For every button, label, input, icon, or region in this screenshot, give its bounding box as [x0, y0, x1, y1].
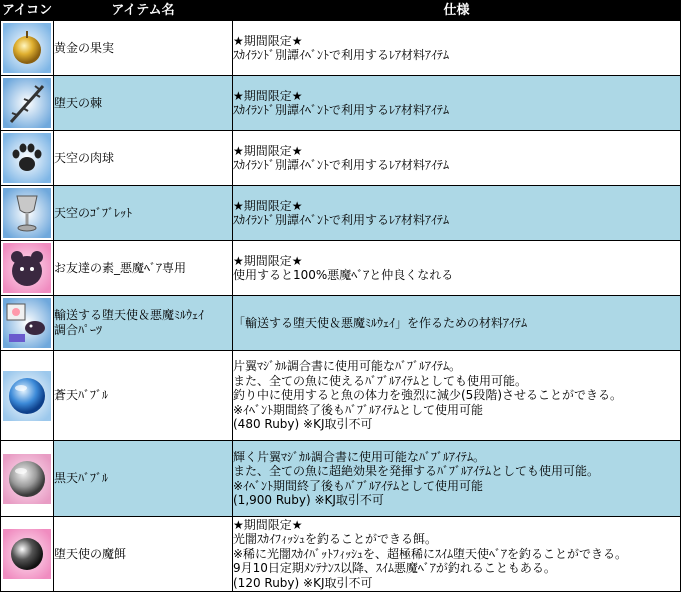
icon-cell [1, 131, 54, 186]
spec-line: ★期間限定★ [233, 143, 303, 158]
spec-line: また、全ての魚に超絶効果を発揮するﾊﾞﾌﾞﾙｱｲﾃﾑとしても使用可能。 [233, 464, 600, 478]
item-name: 蒼天ﾊﾞﾌﾞﾙ [54, 351, 233, 441]
item-name: お友達の素_悪魔ﾍﾞｱ専用 [54, 241, 233, 296]
item-spec [233, 241, 681, 296]
item-spec [233, 296, 681, 351]
item-name: 黄金の果実 [54, 21, 233, 76]
icon-cell [1, 351, 54, 441]
spec-line: ※稀に光闇ｽｶｲﾊﾞｯﾄﾌｨｯｼｭを、超極稀にｽｲﾑ堕天使ﾍﾞｱを釣ることができる。 [233, 546, 628, 561]
item-name: 堕天の棘 [54, 76, 233, 131]
header-name: アイテム名 [54, 1, 233, 21]
icon-cell [1, 186, 54, 241]
spec-line: ｽｶｲﾗﾝﾄﾞ別譚ｲﾍﾞﾝﾄで利用するﾚｱ材料ｱｲﾃﾑ [233, 103, 450, 117]
black-bubble-icon [2, 454, 52, 504]
spec-line: ※ｲﾍﾞﾝﾄ期間終了後もﾊﾞﾌﾞﾙｱｲﾃﾑとして使用可能 [233, 478, 484, 493]
item-spec [233, 131, 681, 186]
spec-line: (120 Ruby) ※KJ取引不可 [233, 575, 373, 590]
item-name-line: 調合ﾊﾟｰﾂ [54, 323, 103, 337]
spec-line: 9月10日定期ﾒﾝﾃﾅﾝｽ以降、ｽｲﾑ悪魔ﾍﾞｱが釣れることもある。 [233, 561, 556, 576]
spec-line: ★期間限定★ [233, 88, 303, 103]
item-name: 天空の肉球 [54, 131, 233, 186]
table-row [1, 21, 681, 76]
spec-line: ｽｶｲﾗﾝﾄﾞ別譚ｲﾍﾞﾝﾄで利用するﾚｱ材料ｱｲﾃﾑ [233, 158, 450, 172]
item-name-line: 輸送する堕天使＆悪魔ﾐﾙｳｪｲ [54, 308, 205, 322]
table-row [1, 351, 681, 441]
item-name: 天空のｺﾞﾌﾞﾚｯﾄ [54, 186, 233, 241]
table-row [1, 241, 681, 296]
spec-line: また、全ての魚に使えるﾊﾞﾌﾞﾙｱｲﾃﾑとしても使用可能。 [233, 373, 528, 388]
item-name: 黒天ﾊﾞﾌﾞﾙ [54, 441, 233, 517]
item-spec [233, 517, 681, 592]
item-spec [233, 186, 681, 241]
item-spec [233, 441, 681, 517]
table-row [1, 441, 681, 517]
icon-cell [1, 76, 54, 131]
table-header-row [1, 1, 681, 21]
devil-bear-icon [2, 243, 52, 293]
spec-line: ★期間限定★ [233, 253, 303, 268]
spec-line: 「輸送する堕天使＆悪魔ﾐﾙｳｪｲ」を作るための材料ｱｲﾃﾑ [233, 315, 528, 330]
table-row [1, 131, 681, 186]
spec-line: 光闇ｽｶｲﾌｨｯｼｭを釣ることができる餌。 [233, 532, 438, 547]
item-spec [233, 21, 681, 76]
spec-line: 釣り中に使用すると魚の体力を強烈に減少(5段階)させることができる。 [233, 388, 623, 403]
transport-parts-icon [2, 298, 52, 348]
spec-line: ｽｶｲﾗﾝﾄﾞ別譚ｲﾍﾞﾝﾄで利用するﾚｱ材料ｱｲﾃﾑ [233, 213, 450, 227]
header-spec: 仕様 [233, 1, 681, 21]
header-icon: アイコン [1, 1, 54, 21]
table-row [1, 296, 681, 351]
icon-cell [1, 517, 54, 592]
spec-line: ★期間限定★ [233, 33, 303, 48]
fallen-thorn-icon [2, 78, 52, 128]
table-row [1, 76, 681, 131]
paw-icon [2, 133, 52, 183]
spec-line: ｽｶｲﾗﾝﾄﾞ別譚ｲﾍﾞﾝﾄで利用するﾚｱ材料ｱｲﾃﾑ [233, 48, 450, 62]
spec-line: 使用すると100%悪魔ﾍﾞｱと仲良くなれる [233, 268, 454, 282]
golden-fruit-icon [2, 23, 52, 73]
spec-line: (1,900 Ruby) ※KJ取引不可 [233, 493, 384, 507]
icon-cell [1, 21, 54, 76]
spec-line: 片翼ﾏｼﾞｶﾙ調合書に使用可能なﾊﾞﾌﾞﾙｱｲﾃﾑ。 [233, 359, 462, 374]
goblet-icon [2, 188, 52, 238]
icon-cell [1, 241, 54, 296]
blue-bubble-icon [2, 371, 52, 421]
item-spec [233, 351, 681, 441]
icon-cell [1, 296, 54, 351]
icon-cell [1, 441, 54, 517]
item-name: 堕天使の魔餌 [54, 517, 233, 592]
spec-line: ※ｲﾍﾞﾝﾄ期間終了後もﾊﾞﾌﾞﾙｱｲﾃﾑとして使用可能 [233, 402, 484, 417]
spec-line: ★期間限定★ [233, 517, 303, 532]
spec-line: 輝く片翼ﾏｼﾞｶﾙ調合書に使用可能なﾊﾞﾌﾞﾙｱｲﾃﾑ。 [233, 449, 486, 464]
item-spec [233, 76, 681, 131]
table-row [1, 517, 681, 592]
spec-line: ★期間限定★ [233, 198, 303, 213]
fallen-angel-bait-icon [2, 529, 52, 579]
item-name [54, 296, 233, 351]
table-row [1, 186, 681, 241]
spec-line: (480 Ruby) ※KJ取引不可 [233, 417, 373, 432]
